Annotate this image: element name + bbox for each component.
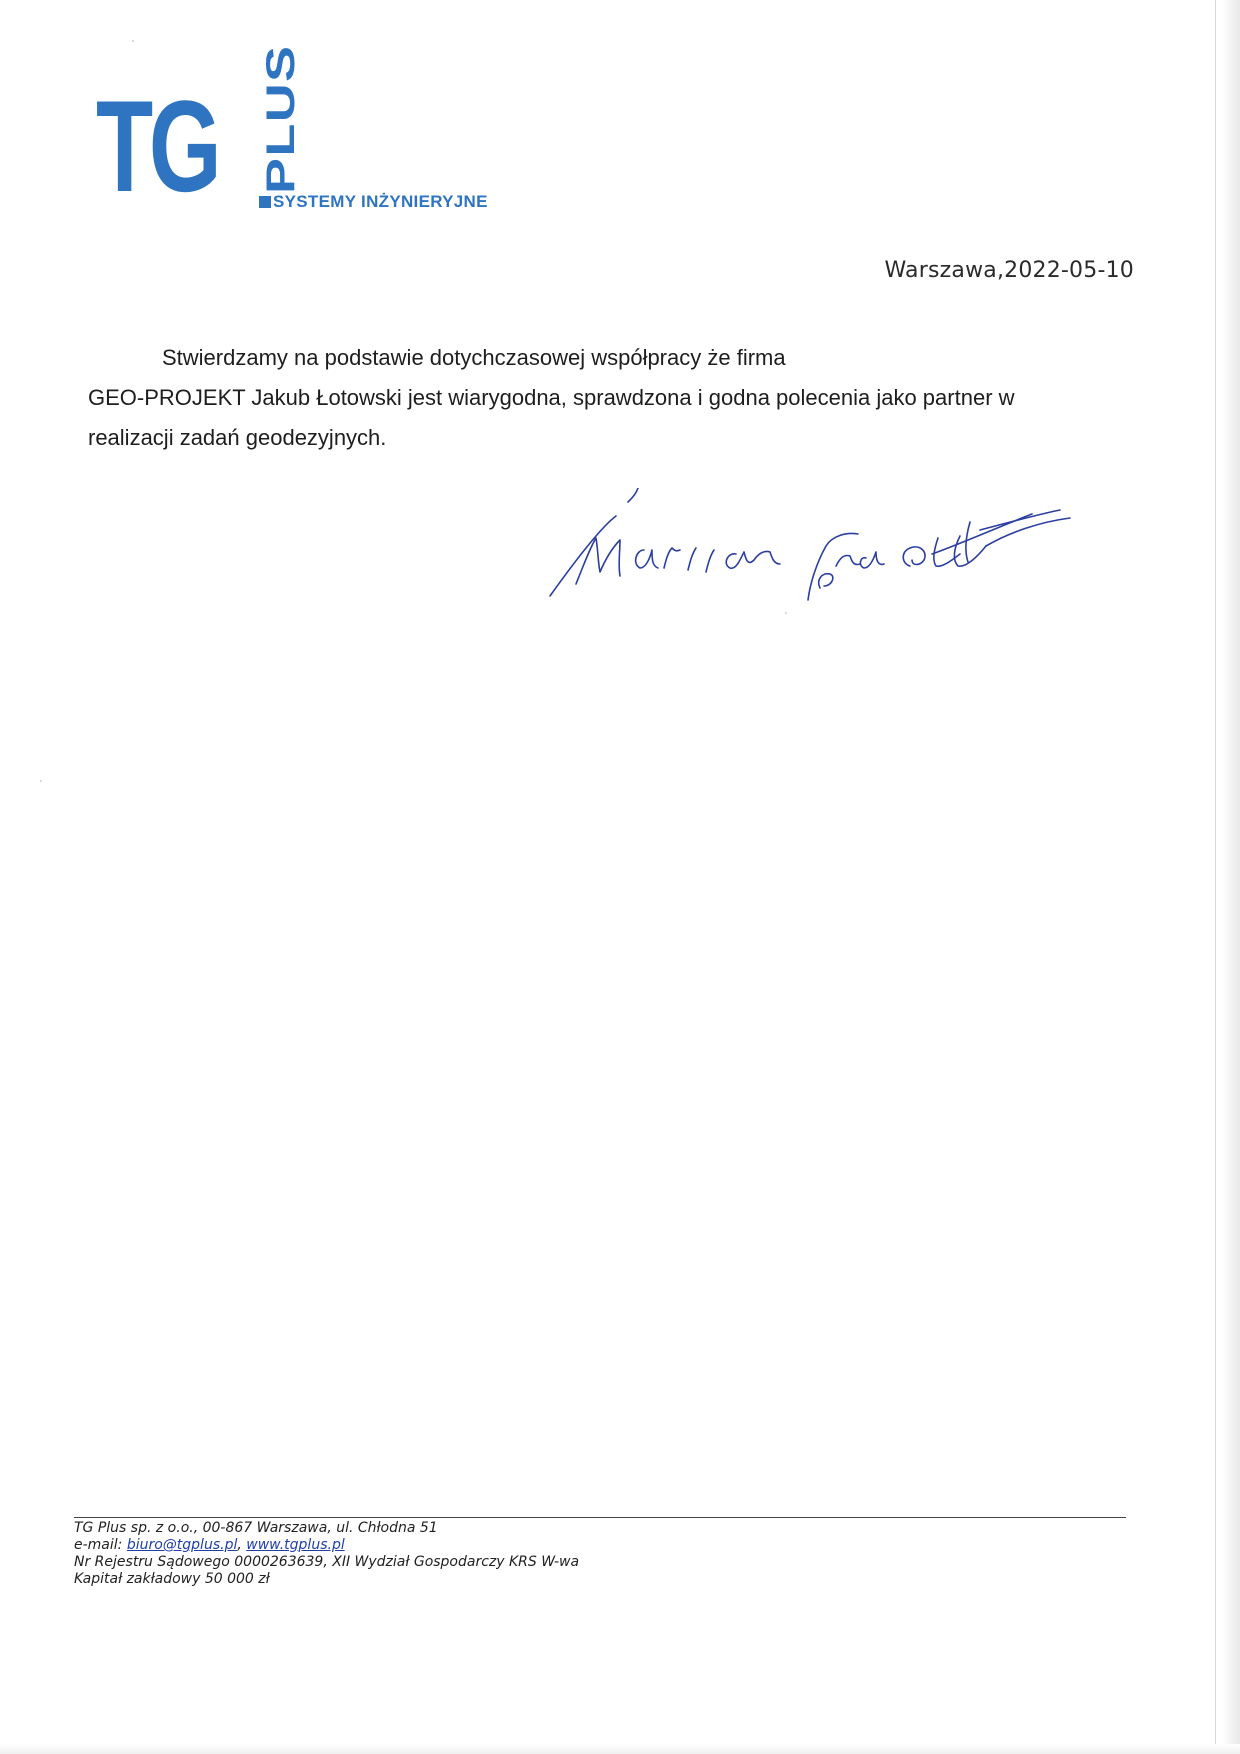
place-date: Warszawa,2022-05-10 xyxy=(884,258,1134,283)
body-line-1: Stwierdzamy na podstawie dotychczasowej współpracy że firma xyxy=(162,345,786,370)
scan-bottom-shadow xyxy=(0,1744,1240,1754)
logo-tagline xyxy=(259,192,488,212)
footer-email-link[interactable]: biuro@tgplus.pl xyxy=(126,1537,238,1553)
footer-address: TG Plus sp. z o.o., 00-867 Warszawa, ul. Chłodna 51 xyxy=(74,1520,438,1536)
letter-body xyxy=(88,338,1148,458)
body-line-2: GEO-PROJEKT Jakub Łotowski jest wiarygodna, sprawdzona i godna polecenia jako partner w xyxy=(88,385,1015,410)
scan-speck xyxy=(132,40,134,42)
letter-footer xyxy=(74,1520,579,1588)
logo-tg-letters: TG xyxy=(96,73,218,219)
footer-website-link[interactable]: www.tgplus.pl xyxy=(246,1537,345,1553)
scan-edge-line xyxy=(1215,0,1216,1754)
footer-separator: , xyxy=(237,1537,247,1553)
footer-registry: Nr Rejestru Sądowego 0000263639, XII Wydział Gospodarczy KRS W-wa xyxy=(74,1554,580,1570)
logo-tagline-text: SYSTEMY INŻYNIERYJNE xyxy=(273,192,488,211)
logo-bar-mark xyxy=(259,196,271,208)
scan-edge-shadow xyxy=(1222,0,1240,1754)
footer-contact xyxy=(74,1537,579,1554)
body-line-3: realizacji zadań geodezyjnych. xyxy=(88,425,387,450)
scan-speck xyxy=(40,780,42,782)
footer-email-label: e-mail: xyxy=(74,1537,127,1553)
company-logo xyxy=(96,44,536,222)
logo-plus-vertical: PLUS xyxy=(259,44,303,195)
footer-capital: Kapitał zakładowy 50 000 zł xyxy=(74,1571,270,1587)
handwritten-signature xyxy=(540,488,1160,608)
footer-divider xyxy=(74,1517,1126,1518)
scan-speck xyxy=(785,612,787,614)
